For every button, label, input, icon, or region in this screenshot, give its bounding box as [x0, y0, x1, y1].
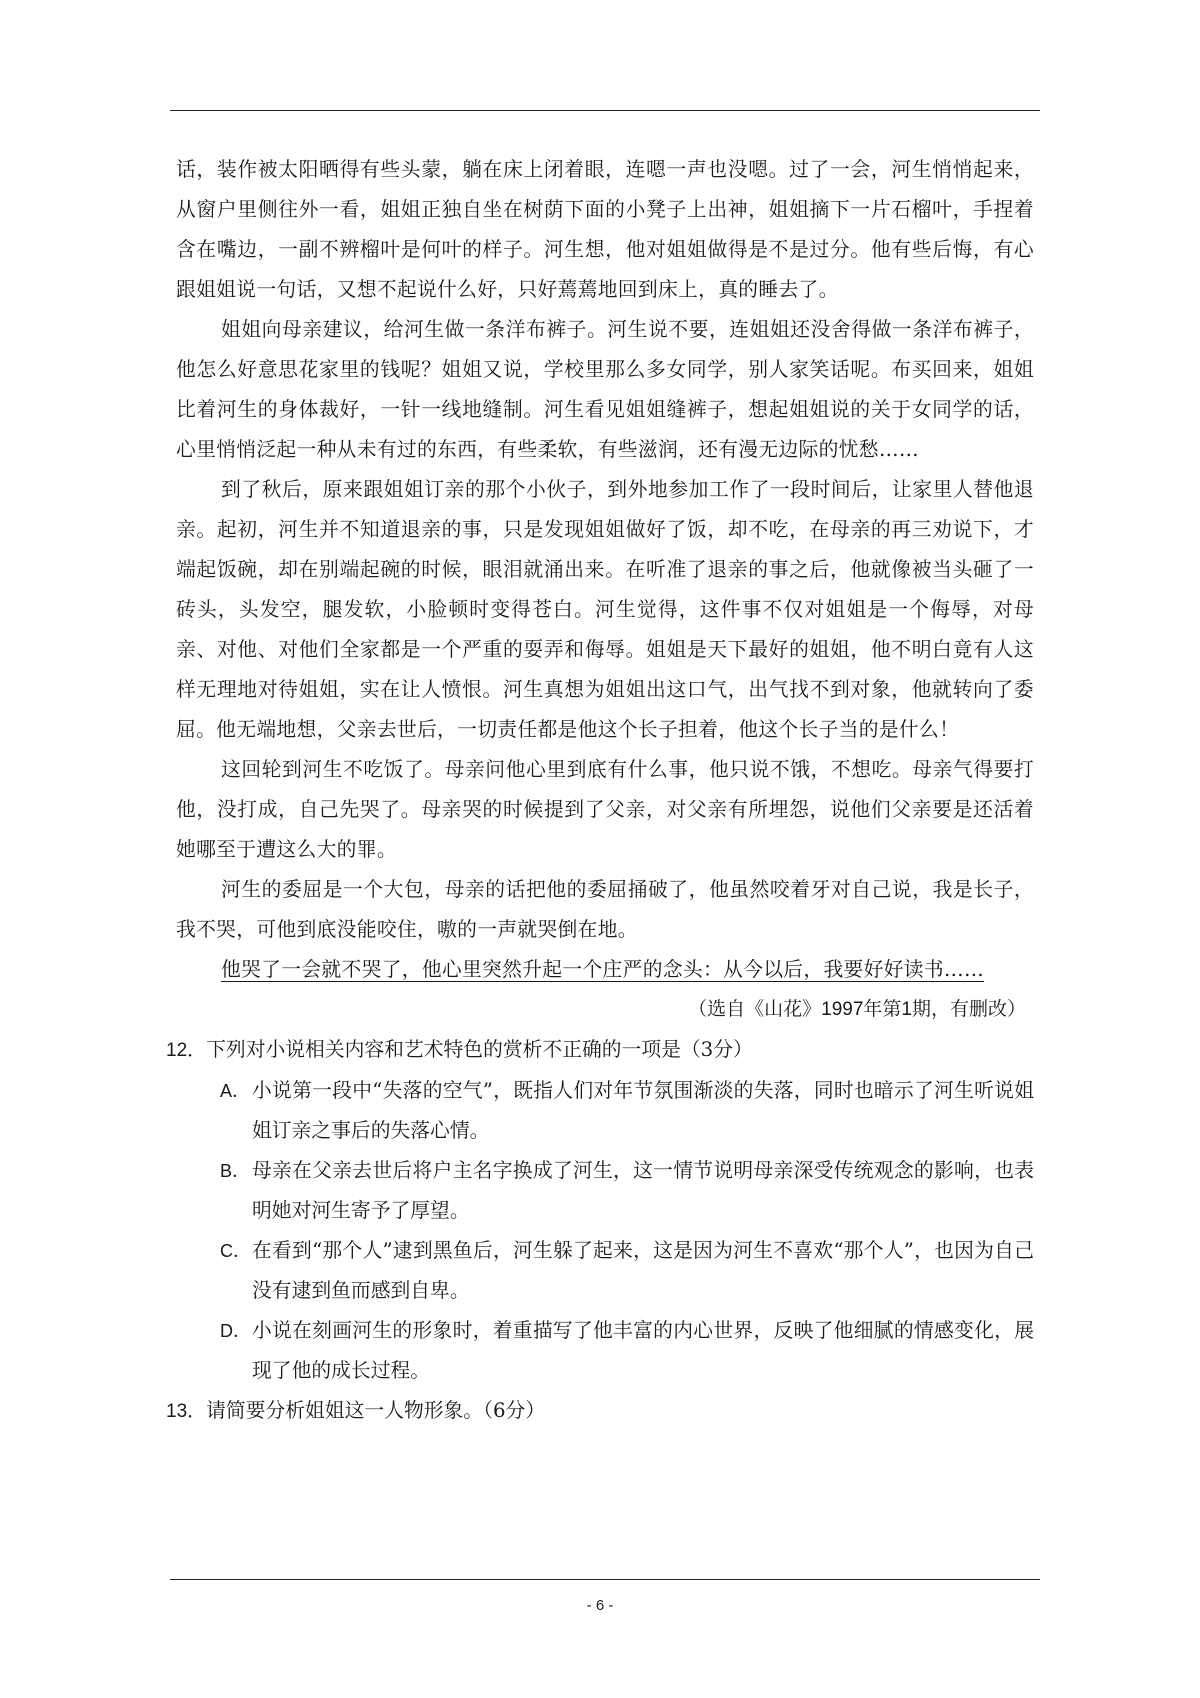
option-letter: B． [220, 1161, 251, 1181]
paragraph: 姐姐向母亲建议，给河生做一条洋布裤子。河生说不要，连姐姐还没舍得做一条洋布裤子，他怎么好意思花家里的钱呢？姐姐又说，学校里那么多女同学，别人家笑话呢。布买回来，姐姐比着河生的身体裁好，一针一线地缝制。河生看见姐姐缝裤子，想起姐姐说的关于女同学的话，心里悄悄泛起一种从未有过的东西，有些柔软，有些滋润，还有漫无边际的忧愁…… [176, 318, 1034, 461]
paragraph: 话，装作被太阳晒得有些头蒙，躺在床上闭着眼，连嗯一声也没嗯。过了一会，河生悄悄起来，从窗户里侧往外一看，姐姐正独自坐在树荫下面的小凳子上出神，姐姐摘下一片石榴叶，手捏着含在嘴边，一副不辨榴叶是何叶的样子。河生想，他对姐姐做得是不是过分。他有些后悔，有心跟姐姐说一句话，又想不起说什么好，只好蔫蔫地回到床上，真的睡去了。 [176, 158, 1034, 301]
paragraph: 河生的委屈是一个大包，母亲的话把他的委屈捅破了，他虽然咬着牙对自己说，我是长子，我不哭，可他到底没能咬住，嗷的一声就哭倒在地。 [176, 878, 1034, 941]
header-rule [170, 110, 1040, 111]
question-text: 请简要分析姐姐这一人物形象。（6分） [206, 1399, 546, 1422]
paragraph-underlined [176, 950, 1034, 990]
question-stem [166, 1391, 1034, 1432]
option-d [220, 1311, 1034, 1391]
paragraph: 这回轮到河生不吃饭了。母亲问他心里到底有什么事，他只说不饿，不想吃。母亲气得要打他，没打成，自己先哭了。母亲哭的时候提到了父亲，对父亲有所埋怨，说他们父亲要是还活着她哪至于遭这么大的罪。 [176, 758, 1034, 861]
question-stem [166, 1030, 1034, 1071]
option-text: 小说在刻画河生的形象时，着重描写了他丰富的内心世界，反映了他细腻的情感变化，展现了他的成长过程。 [252, 1319, 1034, 1382]
question-13 [166, 1391, 1034, 1432]
option-letter: D． [220, 1321, 251, 1341]
underlined-sentence: 他哭了一会就不哭了，他心里突然升起一个庄严的念头：从今以后，我要好好读书…… [221, 958, 985, 981]
option-b [220, 1151, 1034, 1231]
question-number: 12． [166, 1040, 207, 1061]
source-citation: （选自《山花》1997年第1期，有删改） [688, 999, 1026, 1020]
question-12 [166, 1030, 1034, 1391]
footer-rule [170, 1579, 1040, 1580]
option-text: 小说第一段中“失落的空气”，既指人们对年节氛围渐淡的失落，同时也暗示了河生听说姐姐订亲之事后的失落心情。 [252, 1079, 1034, 1142]
option-letter: C． [220, 1241, 251, 1261]
page-number: - 6 - [586, 1597, 614, 1614]
option-a [220, 1071, 1034, 1151]
option-text: 在看到“那个人”逮到黑鱼后，河生躲了起来，这是因为河生不喜欢“那个人”，也因为自己没有逮到鱼而感到自卑。 [252, 1239, 1034, 1302]
question-number: 13． [166, 1401, 207, 1422]
option-text: 母亲在父亲去世后将户主名字换成了河生，这一情节说明母亲深受传统观念的影响，也表明她对河生寄予了厚望。 [252, 1159, 1034, 1222]
option-letter: A． [220, 1081, 251, 1101]
question-text: 下列对小说相关内容和艺术特色的赏析不正确的一项是（3分） [206, 1038, 753, 1061]
option-c [220, 1231, 1034, 1311]
page-content [166, 150, 1034, 1432]
paragraph: 到了秋后，原来跟姐姐订亲的那个小伙子，到外地参加工作了一段时间后，让家里人替他退亲。起初，河生并不知道退亲的事，只是发现姐姐做好了饭，却不吃，在母亲的再三劝说下，才端起饭碗，却在别端起碗的时候，眼泪就涌出来。在听准了退亲的事之后，他就像被当头砸了一砖头，头发空，腿发软，小脸顿时变得苍白。河生觉得，这件事不仅对姐姐是一个侮辱，对母亲、对他、对他们全家都是一个严重的耍弄和侮辱。姐姐是天下最好的姐姐，他不明白竟有人这样无理地对待姐姐，实在让人愤恨。河生真想为姐姐出这口气，出气找不到对象，他就转向了委屈。他无端地想，父亲去世后，一切责任都是他这个长子担着，他这个长子当的是什么！ [176, 478, 1034, 741]
